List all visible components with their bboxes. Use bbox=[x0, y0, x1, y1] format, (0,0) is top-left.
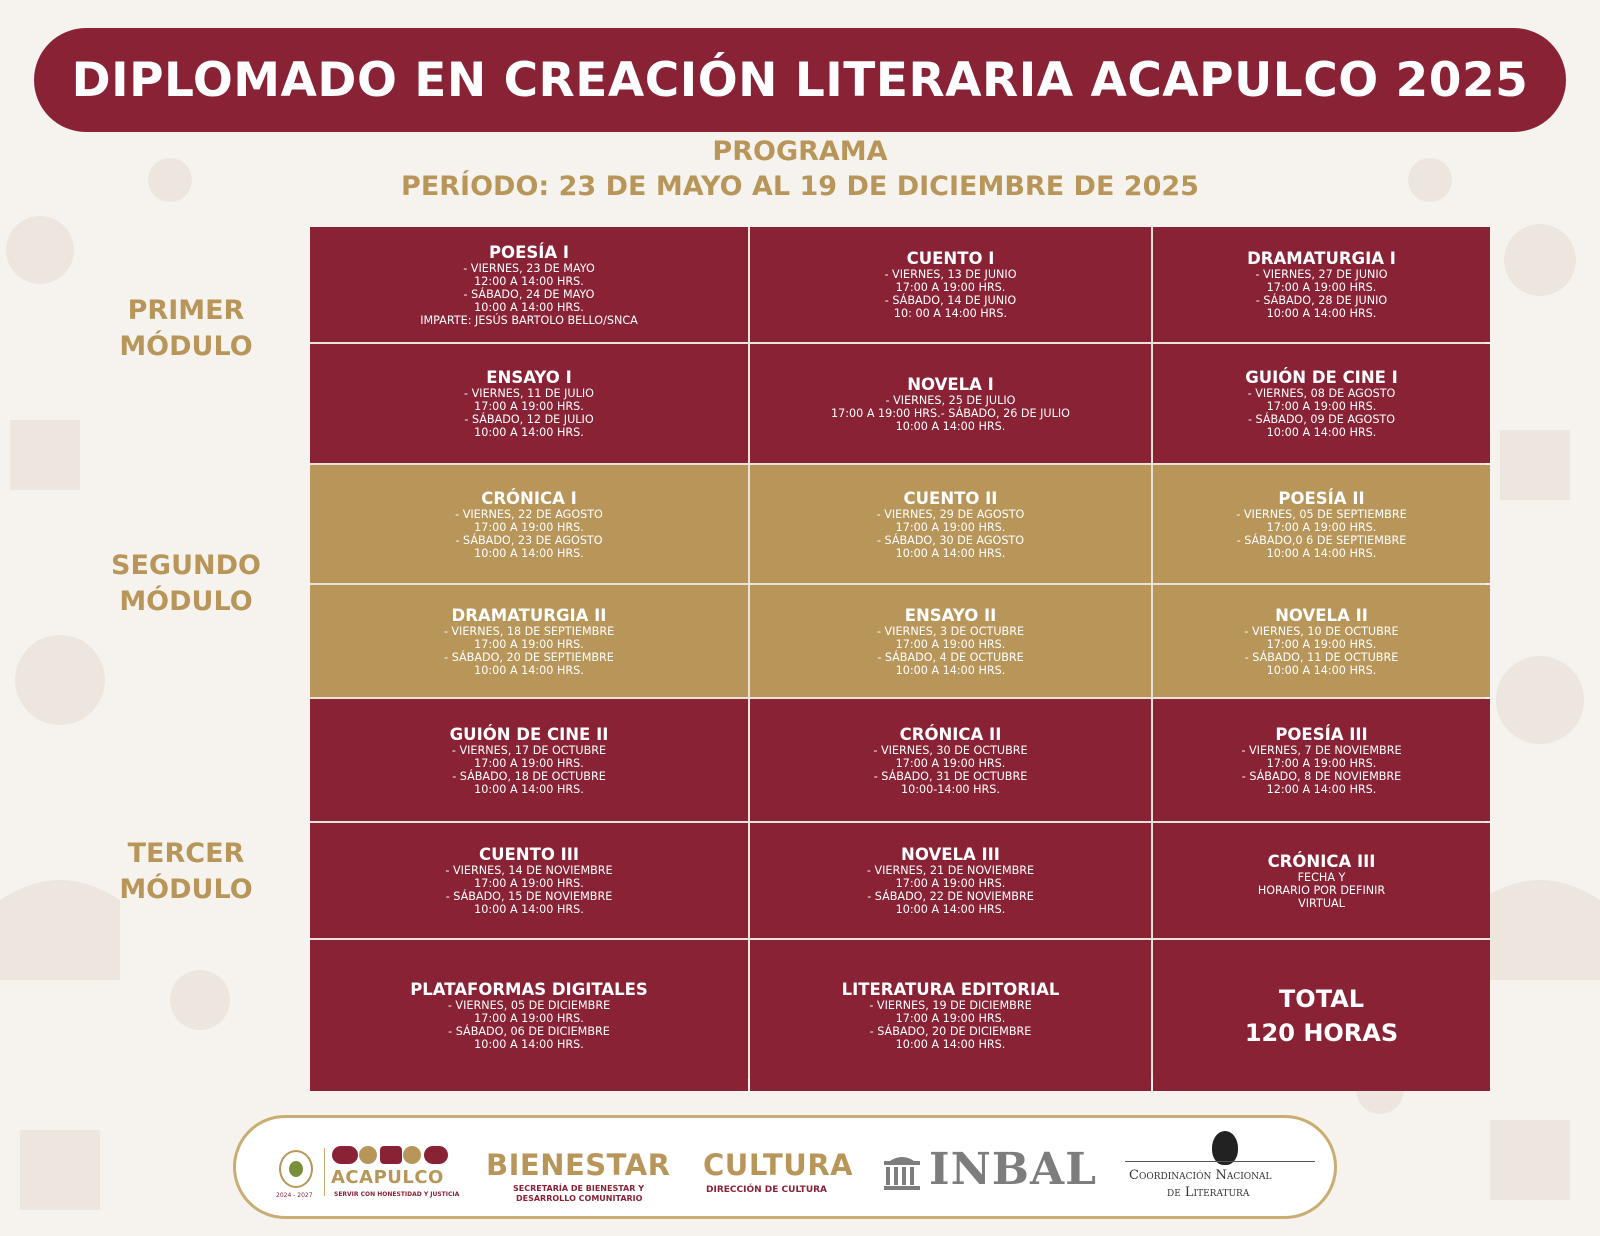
course-schedule-line: - SÁBADO, 22 DE NOVIEMBRE bbox=[867, 890, 1034, 903]
course-schedule-line: - VIERNES, 3 DE OCTUBRE bbox=[876, 624, 1025, 638]
inbal-building-icon bbox=[882, 1155, 922, 1191]
course-schedule-line: - VIERNES, 13 DE JUNIO bbox=[884, 268, 1017, 281]
course-schedule-line: 10:00 A 14:00 HRS. bbox=[895, 419, 1006, 433]
course-schedule-line: 10:00-14:00 HRS. bbox=[901, 782, 1000, 796]
course-schedule-line: - SÁBADO, 14 DE JUNIO bbox=[884, 294, 1017, 307]
course-schedule-line: - VIERNES, 14 DE NOVIEMBRE bbox=[445, 864, 613, 877]
course-schedule-line: 17:00 A 19:00 HRS. bbox=[895, 756, 1006, 770]
course-schedule-line: - SÁBADO, 24 DE MAYO bbox=[463, 287, 595, 301]
course-schedule-line: - VIERNES, 19 DE DICIEMBRE bbox=[869, 999, 1032, 1012]
course-schedule-line: - SÁBADO, 15 DE NOVIEMBRE bbox=[445, 890, 613, 903]
schedule-cell bbox=[750, 227, 1151, 342]
course-title: LITERATURA EDITORIAL bbox=[841, 980, 1060, 999]
course-schedule-line: 17:00 A 19:00 HRS. bbox=[1266, 400, 1377, 413]
period-heading: PERÍODO: 23 DE MAYO AL 19 DE DICIEMBRE DE 2025 bbox=[401, 171, 1199, 202]
schedule-cell bbox=[310, 823, 748, 938]
course-schedule-line: - SÁBADO, 23 DE AGOSTO bbox=[455, 533, 603, 547]
course-schedule-line: 10:00 A 14:00 HRS. bbox=[1266, 546, 1377, 560]
course-schedule-line: - VIERNES, 08 DE AGOSTO bbox=[1247, 387, 1396, 400]
schedule-cell bbox=[310, 227, 748, 342]
course-title: CUENTO I bbox=[906, 249, 995, 268]
course-schedule-line: HORARIO POR DEFINIR bbox=[1257, 883, 1386, 897]
module-label-tercer: TERCER MÓDULO bbox=[119, 838, 253, 905]
course-title: DRAMATURGIA I bbox=[1247, 249, 1396, 268]
course-schedule-line: IMPARTE: JESÚS BARTOLO BELLO/SNCA bbox=[420, 313, 638, 327]
course-schedule-line: 12:00 A 14:00 HRS. bbox=[1266, 782, 1377, 796]
course-schedule-line: 17:00 A 19:00 HRS. bbox=[474, 756, 584, 770]
schedule-cell bbox=[1153, 344, 1490, 463]
course-schedule-line: 10:00 A 14:00 HRS. bbox=[474, 903, 584, 916]
course-schedule-line: - SÁBADO, 20 DE SEPTIEMBRE bbox=[444, 650, 614, 664]
course-schedule-line: 10:00 A 14:00 HRS. bbox=[474, 782, 584, 796]
course-schedule-line: - SÁBADO, 18 DE OCTUBRE bbox=[452, 769, 606, 783]
course-schedule-line: 10:00 A 14:00 HRS. bbox=[474, 546, 584, 560]
course-title: CRÓNICA III bbox=[1267, 851, 1376, 871]
footer-logos bbox=[233, 1115, 1337, 1219]
course-schedule-line: - VIERNES, 22 DE AGOSTO bbox=[455, 507, 603, 521]
bienestar-subtitle-1: SECRETARÍA DE BIENESTAR Y bbox=[513, 1184, 644, 1193]
acapulco-logo-text: ACAPULCO bbox=[331, 1167, 444, 1188]
schedule-cell bbox=[310, 940, 748, 1091]
course-title: CRÓNICA II bbox=[899, 724, 1002, 744]
bienestar-logo-text: BIENESTAR bbox=[486, 1148, 671, 1182]
course-schedule-line: - VIERNES, 27 DE JUNIO bbox=[1255, 268, 1388, 281]
schedule-cell bbox=[1153, 699, 1490, 821]
course-schedule-line: - VIERNES, 11 DE JULIO bbox=[464, 387, 594, 400]
course-schedule-line: 10:00 A 14:00 HRS. bbox=[895, 663, 1006, 677]
bienestar-subtitle-2: DESARROLLO COMUNITARIO bbox=[516, 1194, 643, 1203]
course-schedule-line: - SÁBADO, 4 DE OCTUBRE bbox=[877, 650, 1024, 664]
course-schedule-line: 10:00 A 14:00 HRS. bbox=[1266, 663, 1377, 677]
portrait-icon bbox=[1212, 1131, 1238, 1165]
course-title: DRAMATURGIA II bbox=[451, 605, 607, 625]
course-title: GUIÓN DE CINE II bbox=[449, 724, 609, 744]
schedule-cell bbox=[310, 465, 748, 583]
course-title: POESÍA III bbox=[1275, 724, 1368, 744]
cultura-logo-text: CULTURA bbox=[703, 1148, 854, 1182]
schedule-cell bbox=[750, 940, 1151, 1091]
course-schedule-line: - VIERNES, 25 DE JULIO bbox=[885, 393, 1016, 407]
course-schedule-line: - SÁBADO, 28 DE JUNIO bbox=[1255, 294, 1388, 307]
schedule-cell bbox=[1153, 823, 1490, 938]
schedule-grid bbox=[310, 227, 1486, 1079]
course-schedule-line: 10:00 A 14:00 HRS. bbox=[474, 300, 584, 314]
course-schedule-line: 17:00 A 19:00 HRS. bbox=[474, 1012, 584, 1025]
course-title: ENSAYO I bbox=[486, 368, 572, 387]
program-heading: PROGRAMA bbox=[712, 136, 888, 167]
schedule-cell bbox=[1153, 940, 1490, 1091]
cultura-subtitle: DIRECCIÓN DE CULTURA bbox=[706, 1185, 828, 1195]
course-schedule-line: 17:00 A 19:00 HRS. bbox=[895, 877, 1006, 890]
course-schedule-line: 12:00 A 14:00 HRS. bbox=[474, 274, 584, 288]
course-title: CUENTO II bbox=[903, 488, 998, 508]
course-schedule-line: 17:00 A 19:00 HRS.- SÁBADO, 26 DE JULIO bbox=[831, 406, 1070, 420]
course-schedule-line: VIRTUAL bbox=[1298, 896, 1345, 910]
course-schedule-line: 17:00 A 19:00 HRS. bbox=[895, 637, 1006, 651]
cnl-logo-line2: de Literatura bbox=[1167, 1185, 1250, 1200]
course-schedule-line: 10:00 A 14:00 HRS. bbox=[1266, 307, 1377, 320]
course-schedule-line: - VIERNES, 30 DE OCTUBRE bbox=[873, 743, 1028, 757]
course-schedule-line: - SÁBADO, 31 DE OCTUBRE bbox=[873, 769, 1028, 783]
schedule-cell bbox=[750, 465, 1151, 583]
acapulco-logo-icon bbox=[332, 1144, 448, 1166]
inbal-logo-text: INBAL bbox=[929, 1144, 1098, 1195]
course-schedule-line: - SÁBADO, 06 DE DICIEMBRE bbox=[448, 1025, 610, 1038]
schedule-cell bbox=[750, 344, 1151, 463]
course-schedule-line: 17:00 A 19:00 HRS. bbox=[474, 520, 584, 534]
schedule-cell bbox=[1153, 227, 1490, 342]
schedule-cell bbox=[750, 699, 1151, 821]
course-schedule-line: 17:00 A 19:00 HRS. bbox=[1266, 520, 1377, 534]
course-schedule-line: 10:00 A 14:00 HRS. bbox=[474, 426, 584, 439]
seal-caption: 2024 - 2027 bbox=[276, 1192, 313, 1199]
course-schedule-line: - VIERNES, 10 DE OCTUBRE bbox=[1244, 624, 1399, 638]
course-schedule-line: - SÁBADO, 30 DE AGOSTO bbox=[876, 533, 1025, 547]
course-schedule-line: 10: 00 A 14:00 HRS. bbox=[893, 307, 1008, 320]
course-schedule-line: - VIERNES, 7 DE NOVIEMBRE bbox=[1241, 743, 1402, 757]
course-schedule-line: 10:00 A 14:00 HRS. bbox=[474, 663, 584, 677]
municipal-seal-icon bbox=[279, 1150, 313, 1188]
course-title: ENSAYO II bbox=[904, 605, 997, 625]
module-label-segundo: SEGUNDO MÓDULO bbox=[111, 550, 261, 617]
schedule-cell bbox=[310, 699, 748, 821]
total-hours-text: 120 HORAS bbox=[1244, 1018, 1399, 1047]
course-schedule-line: 17:00 A 19:00 HRS. bbox=[474, 400, 584, 413]
module-label-primer: PRIMER MÓDULO bbox=[119, 295, 253, 362]
schedule-cell bbox=[750, 585, 1151, 697]
course-schedule-line: 10:00 A 14:00 HRS. bbox=[895, 903, 1006, 916]
divider bbox=[1125, 1161, 1315, 1162]
schedule-cell bbox=[1153, 585, 1490, 697]
course-schedule-line: 17:00 A 19:00 HRS. bbox=[474, 637, 584, 651]
course-title: CUENTO III bbox=[478, 845, 580, 864]
course-schedule-line: - SÁBADO, 12 DE JULIO bbox=[464, 413, 594, 426]
course-schedule-line: - SÁBADO, 09 DE AGOSTO bbox=[1247, 413, 1396, 426]
schedule-cell bbox=[310, 585, 748, 697]
course-schedule-line: - SÁBADO, 11 DE OCTUBRE bbox=[1244, 650, 1399, 664]
course-schedule-line: - VIERNES, 18 DE SEPTIEMBRE bbox=[443, 624, 615, 638]
divider bbox=[324, 1148, 325, 1196]
course-title: NOVELA III bbox=[901, 845, 1000, 864]
course-schedule-line: FECHA Y bbox=[1297, 870, 1346, 884]
course-schedule-line: 17:00 A 19:00 HRS. bbox=[1266, 756, 1377, 770]
acapulco-slogan: SERVIR CON HONESTIDAD Y JUSTICIA bbox=[334, 1191, 460, 1198]
course-schedule-line: 10:00 A 14:00 HRS. bbox=[474, 1038, 584, 1051]
schedule-cell bbox=[310, 344, 748, 463]
course-title: POESÍA II bbox=[1278, 488, 1365, 508]
course-schedule-line: - SÁBADO,0 6 DE SEPTIEMBRE bbox=[1236, 533, 1407, 547]
course-title: POESÍA I bbox=[488, 242, 570, 262]
course-schedule-line: 17:00 A 19:00 HRS. bbox=[895, 1012, 1006, 1025]
course-schedule-line: 17:00 A 19:00 HRS. bbox=[895, 520, 1006, 534]
course-title: GUIÓN DE CINE I bbox=[1245, 368, 1398, 387]
course-schedule-line: 17:00 A 19:00 HRS. bbox=[474, 877, 584, 890]
course-schedule-line: 10:00 A 14:00 HRS. bbox=[1266, 426, 1377, 439]
course-schedule-line: 10:00 A 14:00 HRS. bbox=[895, 546, 1006, 560]
course-schedule-line: - VIERNES, 29 DE AGOSTO bbox=[876, 507, 1025, 521]
schedule-cell bbox=[750, 823, 1151, 938]
course-schedule-line: 17:00 A 19:00 HRS. bbox=[895, 281, 1006, 294]
total-hours-text: TOTAL bbox=[1278, 984, 1365, 1013]
course-schedule-line: - VIERNES, 05 DE DICIEMBRE bbox=[447, 999, 611, 1012]
cnl-logo-line1: Coordinación Nacional bbox=[1129, 1168, 1272, 1183]
course-schedule-line: - SÁBADO, 20 DE DICIEMBRE bbox=[869, 1025, 1032, 1038]
schedule-cell bbox=[1153, 465, 1490, 583]
course-title: CRÓNICA I bbox=[481, 488, 577, 508]
course-schedule-line: - SÁBADO, 8 DE NOVIEMBRE bbox=[1241, 769, 1402, 783]
page-title: DIPLOMADO EN CREACIÓN LITERARIA ACAPULCO 2025 bbox=[71, 52, 1529, 108]
course-schedule-line: 17:00 A 19:00 HRS. bbox=[1266, 281, 1377, 294]
course-title: PLATAFORMAS DIGITALES bbox=[410, 980, 648, 999]
course-schedule-line: - VIERNES, 05 DE SEPTIEMBRE bbox=[1236, 507, 1407, 521]
course-title: NOVELA I bbox=[907, 374, 994, 394]
course-schedule-line: - VIERNES, 17 DE OCTUBRE bbox=[451, 743, 607, 757]
course-schedule-line: 10:00 A 14:00 HRS. bbox=[895, 1038, 1006, 1051]
course-title: NOVELA II bbox=[1275, 605, 1368, 625]
title-banner bbox=[34, 28, 1566, 132]
course-schedule-line: - VIERNES, 23 DE MAYO bbox=[463, 261, 595, 275]
course-schedule-line: 17:00 A 19:00 HRS. bbox=[1266, 637, 1377, 651]
course-schedule-line: - VIERNES, 21 DE NOVIEMBRE bbox=[866, 864, 1035, 877]
